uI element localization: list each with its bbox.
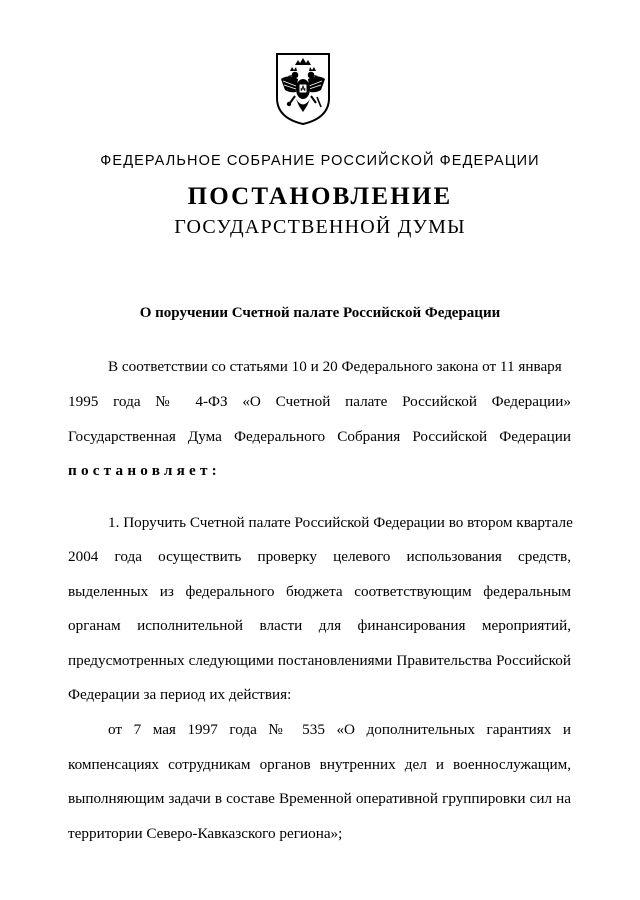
resolves-word: постановляет: — [68, 462, 221, 479]
decree-line: от 7 мая 1997 года № 535 «О дополнительных гарантиях и — [108, 721, 571, 738]
russian-coat-of-arms-icon — [274, 52, 332, 126]
document-issuer: ГОСУДАРСТВЕННОЙ ДУМЫ — [174, 216, 466, 238]
item1-line: Федерации за период их действия: — [68, 686, 292, 703]
preamble-line: 1995 года № 4-ФЗ «О Счетной палате Российской Федерации» — [68, 393, 571, 410]
decree-line: компенсациях сотрудникам органов внутренних дел и военнослужащим, — [68, 756, 571, 773]
document-type: ПОСТАНОВЛЕНИЕ — [187, 183, 453, 210]
item1-line: органам исполнительной власти для финансирования мероприятий, — [68, 617, 571, 634]
item1-line: предусмотренных следующими постановлениями Правительства Российской — [68, 652, 571, 669]
item1-line: 2004 года осуществить проверку целевого использования средств, — [68, 548, 571, 565]
decree-line: территории Северо-Кавказского региона»; — [68, 825, 343, 842]
item1-line: 1. Поручить Счетной палате Российской Федерации во втором квартале — [108, 514, 573, 531]
preamble-line: В соответствии со статьями 10 и 20 Федерального закона от 11 января — [108, 358, 562, 375]
item1-line: выделенных из федерального бюджета соответствующим федеральным — [68, 583, 571, 600]
preamble-line: Государственная Дума Федерального Собрания Российской Федерации — [68, 428, 571, 445]
organization-name: ФЕДЕРАЛЬНОЕ СОБРАНИЕ РОССИЙСКОЙ ФЕДЕРАЦИИ — [100, 153, 540, 169]
document-title: О поручении Счетной палате Российской Федерации — [139, 305, 501, 321]
decree-line: выполняющим задачи в составе Временной оперативной группировки сил на — [68, 790, 571, 807]
